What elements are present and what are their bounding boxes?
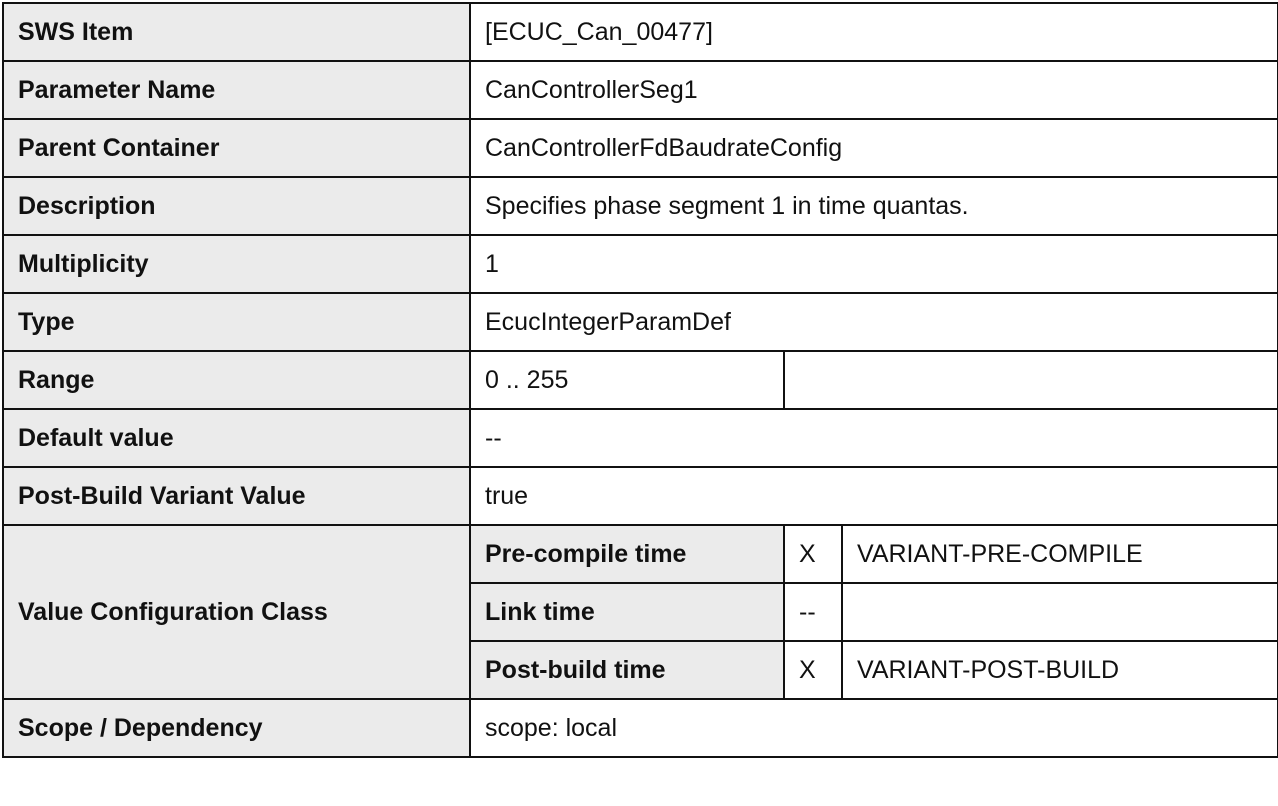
row-value-configuration-class: [3, 525, 1278, 583]
link-time-label: Link time: [470, 583, 784, 641]
post-build-variant-value-value: true: [470, 467, 1278, 525]
post-build-time-mark: X: [784, 641, 842, 699]
row-default-value: [3, 409, 1278, 467]
link-time-variant: [842, 583, 1278, 641]
default-value-label: Default value: [3, 409, 470, 467]
pre-compile-time-label: Pre-compile time: [470, 525, 784, 583]
parameter-name-label: Parameter Name: [3, 61, 470, 119]
row-range: [3, 351, 1278, 409]
multiplicity-label: Multiplicity: [3, 235, 470, 293]
pre-compile-time-variant: VARIANT-PRE-COMPILE: [842, 525, 1278, 583]
pre-compile-time-mark: X: [784, 525, 842, 583]
row-parameter-name: [3, 61, 1278, 119]
sws-item-value: [ECUC_Can_00477]: [470, 3, 1278, 61]
parent-container-value: CanControllerFdBaudrateConfig: [470, 119, 1278, 177]
row-post-build-variant-value: [3, 467, 1278, 525]
range-label: Range: [3, 351, 470, 409]
row-description: [3, 177, 1278, 235]
parameter-spec-table: [2, 2, 1278, 758]
value-configuration-class-label: Value Configuration Class: [3, 525, 470, 699]
sws-item-label: SWS Item: [3, 3, 470, 61]
range-extra: [784, 351, 1278, 409]
description-label: Description: [3, 177, 470, 235]
post-build-variant-value-label: Post-Build Variant Value: [3, 467, 470, 525]
row-scope-dependency: [3, 699, 1278, 757]
scope-dependency-value: scope: local: [470, 699, 1278, 757]
type-value: EcucIntegerParamDef: [470, 293, 1278, 351]
row-sws-item: [3, 3, 1278, 61]
row-parent-container: [3, 119, 1278, 177]
post-build-time-variant: VARIANT-POST-BUILD: [842, 641, 1278, 699]
scope-dependency-label: Scope / Dependency: [3, 699, 470, 757]
link-time-mark: --: [784, 583, 842, 641]
parent-container-label: Parent Container: [3, 119, 470, 177]
post-build-time-label: Post-build time: [470, 641, 784, 699]
range-value: 0 .. 255: [470, 351, 784, 409]
type-label: Type: [3, 293, 470, 351]
row-multiplicity: [3, 235, 1278, 293]
parameter-name-value: CanControllerSeg1: [470, 61, 1278, 119]
description-value: Specifies phase segment 1 in time quantas.: [470, 177, 1278, 235]
multiplicity-value: 1: [470, 235, 1278, 293]
row-type: [3, 293, 1278, 351]
default-value-value: --: [470, 409, 1278, 467]
